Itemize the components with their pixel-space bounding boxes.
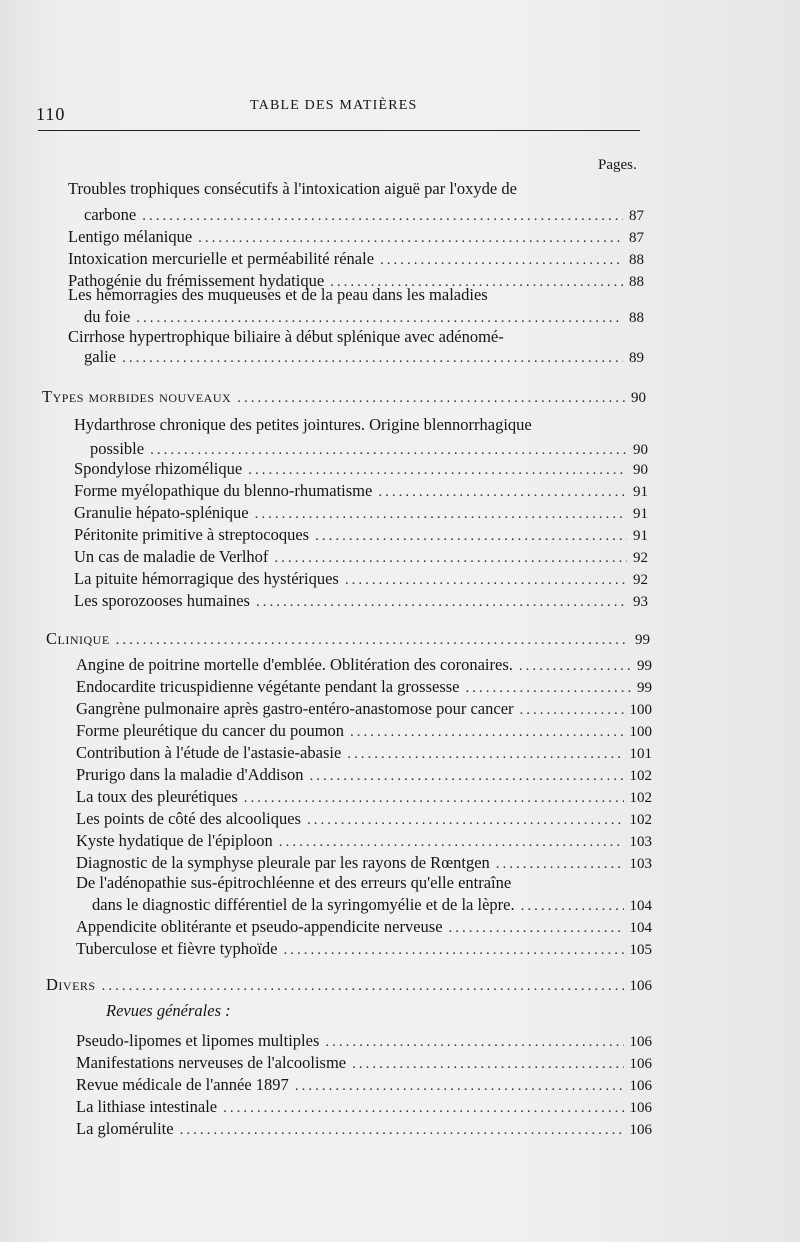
- toc-page-number: 90: [633, 442, 648, 458]
- toc-entry-title: galie: [84, 347, 117, 366]
- toc-entry[interactable]: [74, 568, 648, 590]
- toc-entry-title: Péritonite primitive à streptocoques: [74, 525, 310, 544]
- toc-entry[interactable]: [76, 808, 652, 830]
- toc-entry-title: La pituite hémorragique des hystériques: [74, 569, 339, 588]
- toc-entry-title: Cirrhose hypertrophique biliaire à début splénique avec adénomé-: [68, 327, 504, 346]
- toc-page-number: 99: [635, 632, 650, 648]
- toc-entry[interactable]: [76, 654, 652, 676]
- toc-page-number: 93: [633, 594, 648, 610]
- toc-entry[interactable]: [76, 852, 652, 874]
- toc-page-number: 88: [629, 310, 644, 326]
- toc-entry-title: Endocardite tricuspidienne végétante pendant la grossesse: [76, 677, 460, 696]
- toc-entry[interactable]: [68, 248, 644, 270]
- toc-entry[interactable]: [92, 894, 652, 916]
- toc-entry[interactable]: [76, 938, 652, 960]
- toc-entry[interactable]: [76, 1118, 652, 1140]
- toc-entry[interactable]: [90, 438, 648, 460]
- toc-page-number: 90: [633, 462, 648, 478]
- dot-leader: [519, 655, 631, 677]
- toc-entry-title: Pathogénie du frémissement hydatique: [68, 271, 325, 290]
- toc-entry-title: Gangrène pulmonaire après gastro-entéro-anastomose pour cancer: [76, 699, 514, 718]
- running-title: TABLE DES MATIÈRES: [250, 98, 418, 113]
- dot-leader: [380, 249, 623, 271]
- toc-entry[interactable]: [76, 720, 652, 742]
- dot-leader: [307, 809, 624, 831]
- toc-page-number: 88: [629, 252, 644, 268]
- dot-leader: [274, 547, 627, 569]
- dot-leader: [352, 1053, 623, 1075]
- dot-leader: [116, 629, 629, 651]
- dot-leader: [283, 939, 623, 961]
- toc-entry-title: Pseudo-lipomes et lipomes multiples: [76, 1031, 320, 1050]
- toc-entry-title: Troubles trophiques consécutifs à l'intoxication aiguë par l'oxyde de: [68, 179, 517, 198]
- toc-entry-title: Un cas de maladie de Verlhof: [74, 547, 269, 566]
- toc-page-number: 87: [629, 208, 644, 224]
- toc-entry[interactable]: [76, 786, 652, 808]
- toc-page-number: 92: [633, 550, 648, 566]
- dot-leader: [255, 503, 627, 525]
- toc-entry-title: La toux des pleurétiques: [76, 787, 238, 806]
- toc-entry[interactable]: [84, 306, 644, 328]
- toc-entry-title: La glomérulite: [76, 1119, 174, 1138]
- toc-page-number: 102: [629, 790, 652, 806]
- toc-page-number: 90: [631, 390, 646, 406]
- toc-entry-title: Tuberculose et fièvre typhoïde: [76, 939, 278, 958]
- toc-page-number: 99: [637, 680, 652, 696]
- toc-entry[interactable]: [84, 346, 644, 368]
- dot-leader: [256, 591, 627, 613]
- dot-leader: [244, 787, 624, 809]
- dot-leader: [295, 1075, 624, 1097]
- toc-entry[interactable]: [68, 226, 644, 248]
- toc-entry-title: Prurigo dans la maladie d'Addison: [76, 765, 304, 784]
- pages-column-label: Pages.: [598, 157, 637, 173]
- dot-leader: [198, 227, 623, 249]
- toc-page-number: 88: [629, 274, 644, 290]
- toc-page-number: 100: [629, 724, 652, 740]
- toc-page-number: 105: [629, 942, 652, 958]
- section-title: Divers: [46, 975, 96, 994]
- toc-section-heading[interactable]: [46, 974, 652, 996]
- toc-entry[interactable]: [76, 830, 652, 852]
- toc-entry[interactable]: [74, 590, 648, 612]
- dot-leader: [325, 1031, 623, 1053]
- toc-page-number: 103: [629, 834, 652, 850]
- toc-entry[interactable]: [76, 916, 652, 938]
- toc-entry[interactable]: [76, 676, 652, 698]
- toc-entry[interactable]: [76, 1052, 652, 1074]
- toc-page-number: 91: [633, 528, 648, 544]
- toc-page-number: 101: [629, 746, 652, 762]
- toc-entry[interactable]: [74, 524, 648, 546]
- toc-entry[interactable]: [76, 742, 652, 764]
- toc-entry[interactable]: [84, 204, 644, 226]
- header-rule: [38, 130, 640, 131]
- toc-page-number: 106: [629, 1122, 652, 1138]
- toc-entry[interactable]: [76, 764, 652, 786]
- toc-page-number: 106: [629, 978, 652, 994]
- dot-leader: [449, 917, 624, 939]
- toc-entry-title: Intoxication mercurielle et perméabilité rénale: [68, 249, 375, 268]
- toc-page-number: 89: [629, 350, 644, 366]
- toc-entry[interactable]: [76, 1074, 652, 1096]
- toc-entry[interactable]: [74, 502, 648, 524]
- toc-page-number: 100: [629, 702, 652, 718]
- dot-leader: [180, 1119, 624, 1141]
- dot-leader: [248, 459, 627, 481]
- toc-entry-title: Revue médicale de l'année 1897: [76, 1075, 289, 1094]
- toc-entry-title: Forme myélopathique du blenno-rhumatisme: [74, 481, 373, 500]
- toc-page-number: 104: [629, 920, 652, 936]
- toc-entry[interactable]: [74, 458, 648, 480]
- toc-entry-title: Angine de poitrine mortelle d'emblée. Oblitération des coronaires.: [76, 655, 513, 674]
- dot-leader: [345, 569, 627, 591]
- dot-leader: [102, 975, 624, 997]
- section-title: Types morbides nouveaux: [42, 387, 232, 406]
- toc-entry-title: La lithiase intestinale: [76, 1097, 218, 1116]
- dot-leader: [378, 481, 627, 503]
- toc-page-number: 106: [629, 1056, 652, 1072]
- section-title: Clinique: [46, 629, 110, 648]
- toc-page-number: 87: [629, 230, 644, 246]
- toc-page-number: 102: [629, 812, 652, 828]
- toc-entry-title: Kyste hydatique de l'épiploon: [76, 831, 273, 850]
- toc-entry-title: Hydarthrose chronique des petites jointures. Origine blennorrhagique: [74, 415, 532, 434]
- toc-entry-title: dans le diagnostic différentiel de la syringomyélie et de la lèpre.: [92, 895, 515, 914]
- toc-entry-title: De l'adénopathie sus-épitrochléenne et des erreurs qu'elle entraîne: [76, 873, 512, 892]
- toc-section-heading[interactable]: [46, 628, 650, 650]
- dot-leader: [223, 1097, 623, 1119]
- dot-leader: [279, 831, 624, 853]
- dot-leader: [122, 347, 623, 369]
- toc-entry[interactable]: [76, 698, 652, 720]
- dot-leader: [520, 699, 624, 721]
- toc-entry-title: carbone: [84, 205, 137, 224]
- toc-entry-title: Diagnostic de la symphyse pleurale par les rayons de Rœntgen: [76, 853, 490, 872]
- toc-page-number: 92: [633, 572, 648, 588]
- toc-entry-title: Contribution à l'étude de l'astasie-abasie: [76, 743, 342, 762]
- toc-page-number: 91: [633, 484, 648, 500]
- toc-entry[interactable]: [74, 546, 648, 568]
- toc-page-number: 104: [629, 898, 652, 914]
- toc-page-number: 106: [629, 1034, 652, 1050]
- dot-leader: [521, 895, 624, 917]
- toc-page-number: 103: [629, 856, 652, 872]
- dot-leader: [496, 853, 624, 875]
- toc-entry-title: Granulie hépato-splénique: [74, 503, 249, 522]
- toc-entry-title: Manifestations nerveuses de l'alcoolisme: [76, 1053, 347, 1072]
- toc-page-number: 99: [637, 658, 652, 674]
- dot-leader: [347, 743, 623, 765]
- toc-entry[interactable]: [76, 1096, 652, 1118]
- subsection-title: Revues générales :: [106, 1001, 231, 1020]
- dot-leader: [315, 525, 627, 547]
- toc-entry-title: Forme pleurétique du cancer du poumon: [76, 721, 345, 740]
- toc-entry-title: Les sporozooses humaines: [74, 591, 250, 610]
- dot-leader: [350, 721, 623, 743]
- dot-leader: [310, 765, 624, 787]
- toc-page-number: 106: [629, 1078, 652, 1094]
- toc-page-number: 106: [629, 1100, 652, 1116]
- toc-entry[interactable]: [76, 1030, 652, 1052]
- toc-entry-title: Appendicite oblitérante et pseudo-appendicite nerveuse: [76, 917, 443, 936]
- toc-entry-title: Les hémorragies des muqueuses et de la peau dans les maladies: [68, 285, 488, 304]
- page-number: 110: [36, 104, 66, 124]
- toc-page-number: 91: [633, 506, 648, 522]
- dot-leader: [237, 387, 625, 409]
- dot-leader: [466, 677, 632, 699]
- toc-entry-title: du foie: [84, 307, 131, 326]
- toc-entry-title: Spondylose rhizomélique: [74, 459, 243, 478]
- toc-entry-title: Les points de côté des alcooliques: [76, 809, 301, 828]
- toc-page-number: 102: [629, 768, 652, 784]
- toc-entry[interactable]: [74, 480, 648, 502]
- toc-section-heading[interactable]: [42, 386, 646, 408]
- toc-entry-title: Lentigo mélanique: [68, 227, 193, 246]
- dot-leader: [142, 205, 623, 227]
- toc-entry-title: possible: [90, 439, 145, 458]
